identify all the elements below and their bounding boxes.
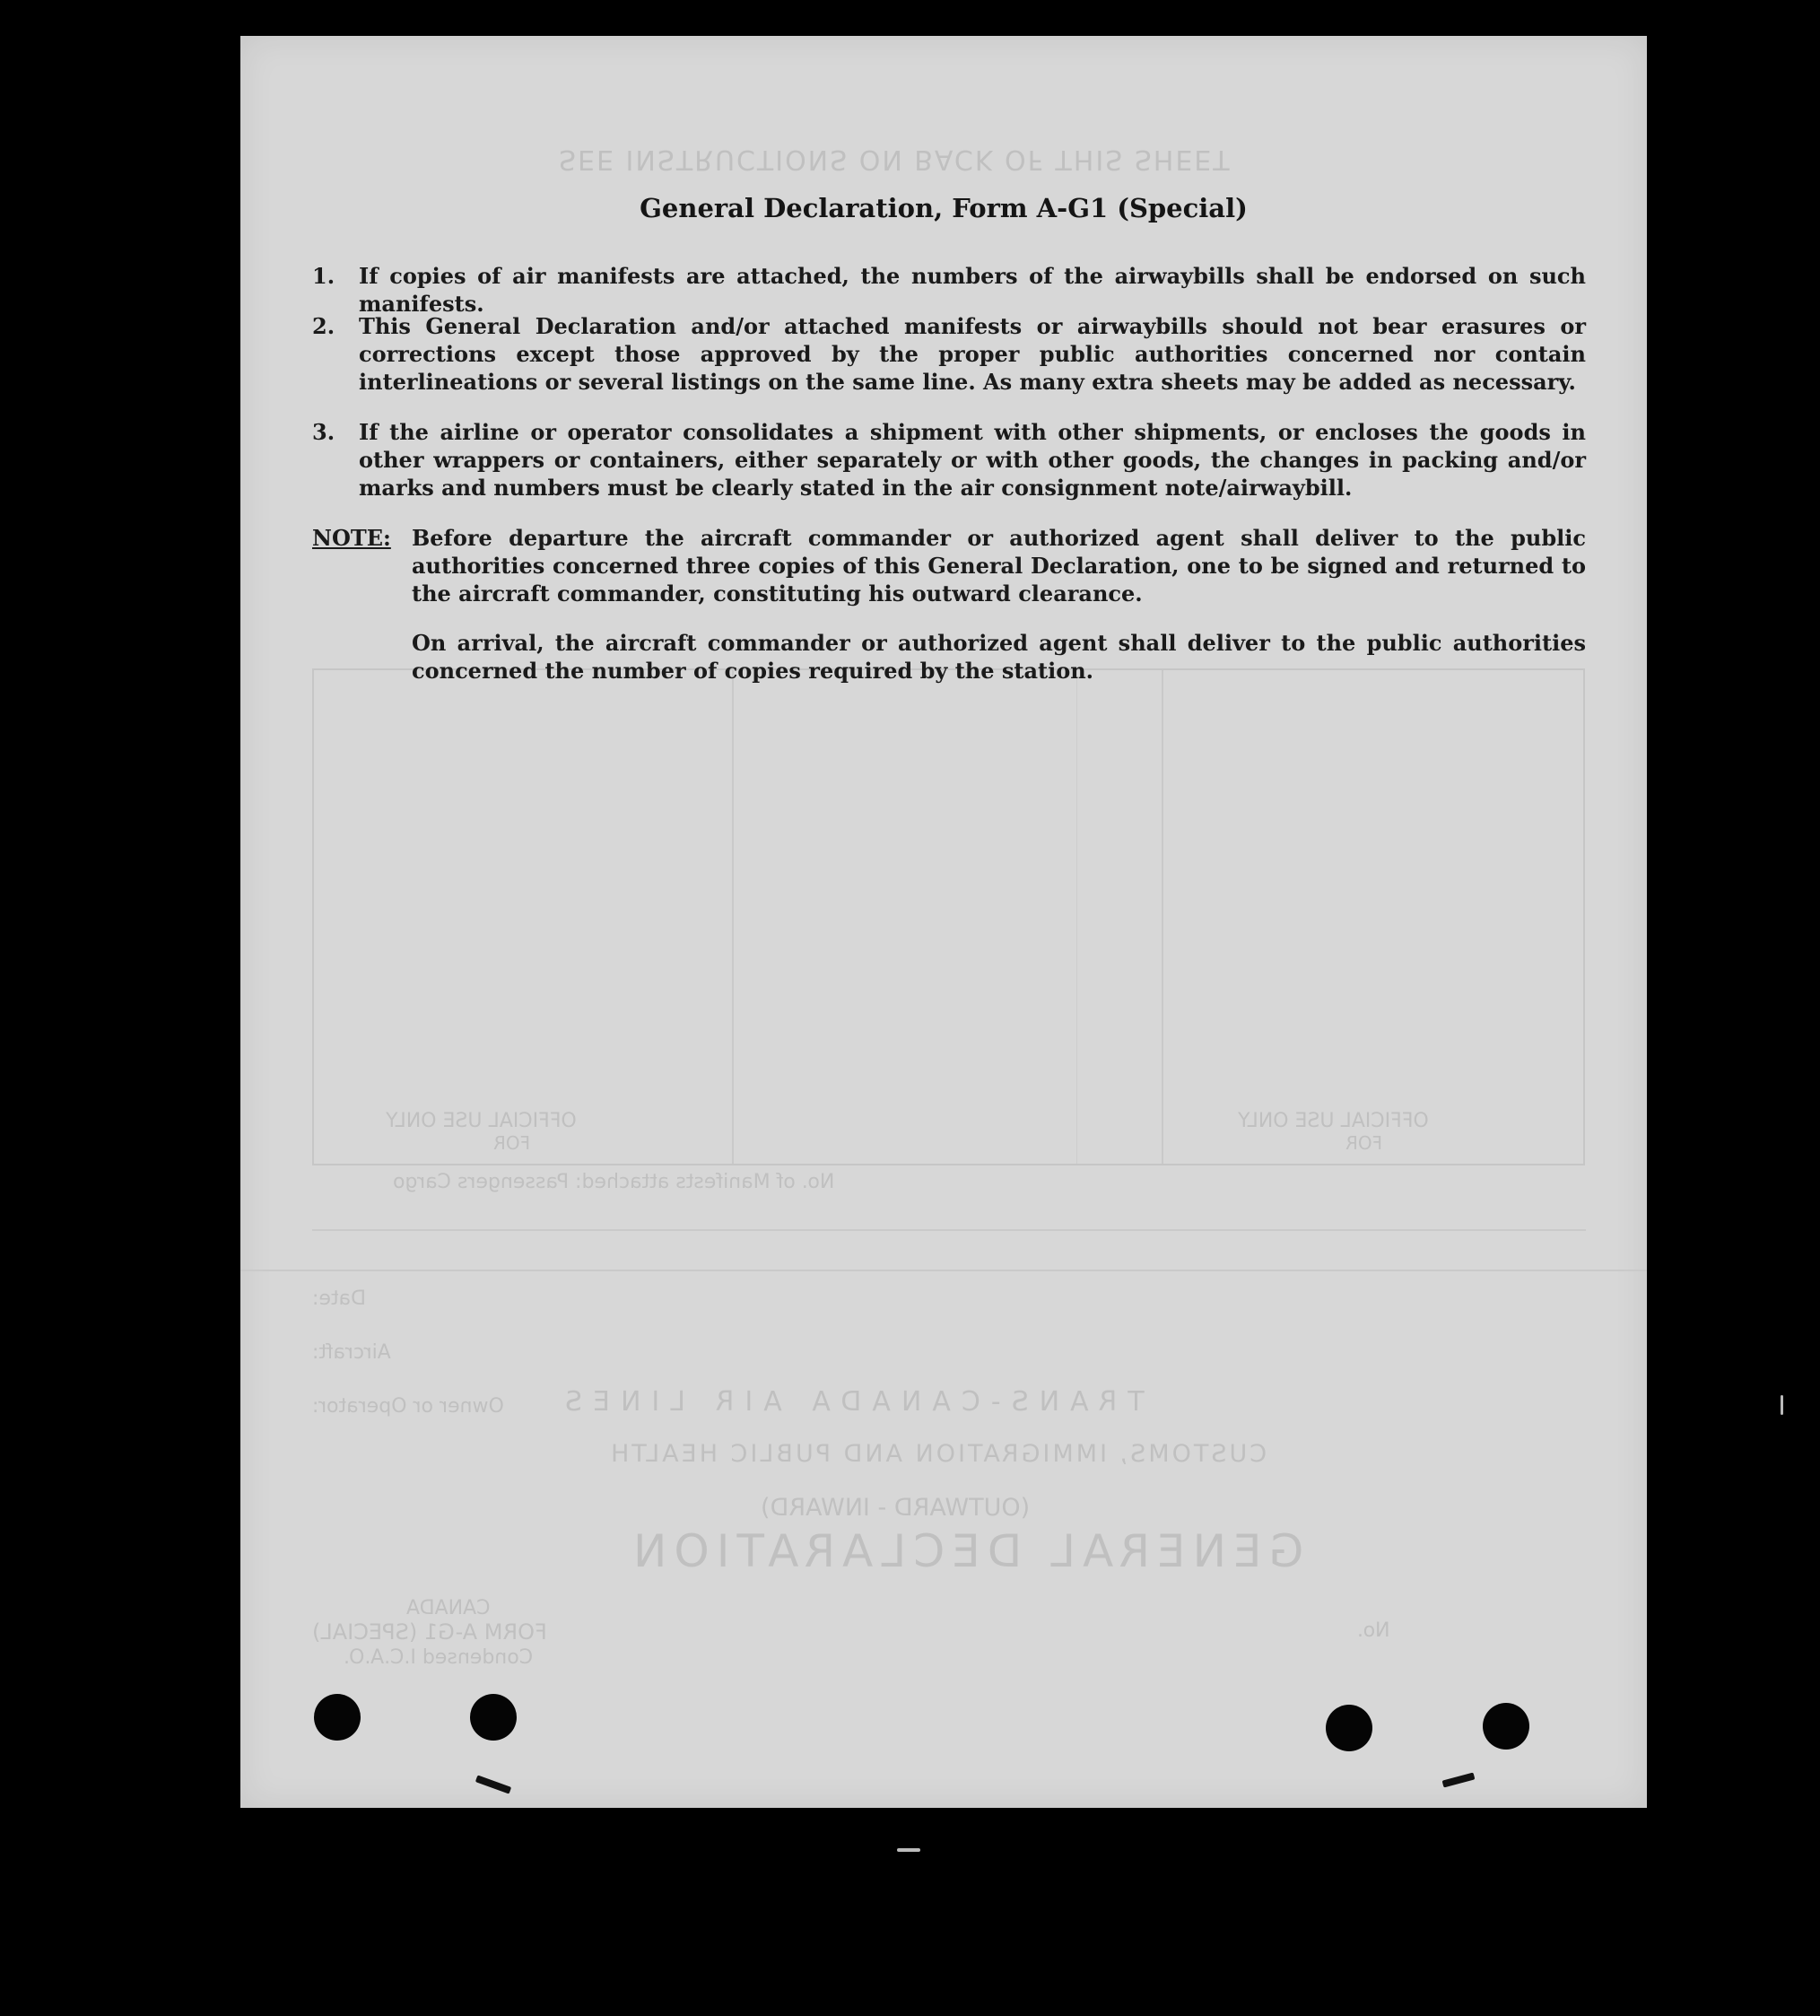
bleed-rule <box>240 1270 1647 1271</box>
speck <box>897 1848 920 1852</box>
bleed-table-divider <box>1162 670 1163 1164</box>
bleed-aircraft-label: Aircraft: <box>312 1341 391 1364</box>
bleed-for-right: FOR <box>1345 1132 1383 1154</box>
bleed-big-title: GENERAL DECLARATION <box>626 1525 1304 1577</box>
item-number: 2. <box>312 313 335 339</box>
bleed-date-label: Date: <box>312 1287 366 1310</box>
page-title: General Declaration, Form A-G1 (Special) <box>640 193 1248 223</box>
bleed-no-label: No. <box>1357 1619 1390 1642</box>
instruction-item-3 <box>312 418 1586 502</box>
bleed-for-left: FOR <box>493 1132 531 1154</box>
instruction-item-1 <box>312 262 1586 318</box>
bleed-official-left: OFFICIAL USE ONLY <box>386 1110 577 1132</box>
item-text: This General Declaration and/or attached manifests or airwaybills should not bear erasures or corrections except those approved by the proper public authorities concerned nor contain interlineations or several listings on the same line. As many extra sheets may be added as necessary. <box>359 313 1586 395</box>
bleed-table-divider <box>732 670 734 1164</box>
instruction-item-2 <box>312 312 1586 396</box>
document-page <box>240 36 1647 1808</box>
bleed-table-divider <box>1076 670 1077 1164</box>
punch-hole <box>314 1694 361 1741</box>
bleed-direction: (OUTWARD - INWARD) <box>761 1494 1031 1522</box>
note-section <box>312 524 1586 685</box>
note-paragraph-2: On arrival, the aircraft commander or authorized agent shall deliver to the public authorities concerned the number of copies required by the station. <box>412 630 1586 684</box>
note-label: NOTE: <box>312 525 391 551</box>
bleed-customs: CUSTOMS, IMMIGRATION AND PUBLIC HEALTH <box>608 1440 1267 1468</box>
bleed-form-name: FORM A-G1 (SPECIAL) <box>312 1619 547 1645</box>
bleed-header: SEE INSTRUCTIONS ON BACK OF THIS SHEET <box>559 144 1232 175</box>
speck <box>1781 1395 1783 1415</box>
bleed-manifests: No. of Manifests attached: Passengers Cargo <box>393 1171 835 1193</box>
bleed-operator-label: Owner or Operator: <box>312 1395 504 1418</box>
bleed-operator-name: TRANS-CANADA AIR LINES <box>554 1386 1145 1418</box>
speck <box>1442 1772 1476 1787</box>
bleed-table <box>312 668 1585 1165</box>
item-number: 1. <box>312 263 335 289</box>
bleed-country: CANADA <box>406 1597 491 1619</box>
item-text: If the airline or operator consolidates a shipment with other shipments, or encloses the goods in other wrappers or containers, either separately or with other goods, the changes in packing and/or marks and numbers must be clearly stated in the air consignment note/airwaybill. <box>359 419 1586 501</box>
note-paragraph-1: Before departure the aircraft commander or authorized agent shall deliver to the public authorities concerned three copies of this General Declaration, one to be signed and returned to the aircraft commander, constituting his outward clearance. <box>412 525 1586 607</box>
punch-hole <box>1326 1705 1372 1751</box>
bleed-official-right: OFFICIAL USE ONLY <box>1238 1110 1429 1132</box>
punch-hole <box>470 1694 517 1741</box>
bleed-rule <box>312 1229 1586 1231</box>
punch-hole <box>1483 1703 1529 1750</box>
item-text: If copies of air manifests are attached, the numbers of the airwaybills shall be endorsed on such manifests. <box>359 263 1586 317</box>
speck <box>475 1775 511 1793</box>
bleed-condensed: Condensed I.C.A.O. <box>344 1646 534 1669</box>
item-number: 3. <box>312 419 335 445</box>
